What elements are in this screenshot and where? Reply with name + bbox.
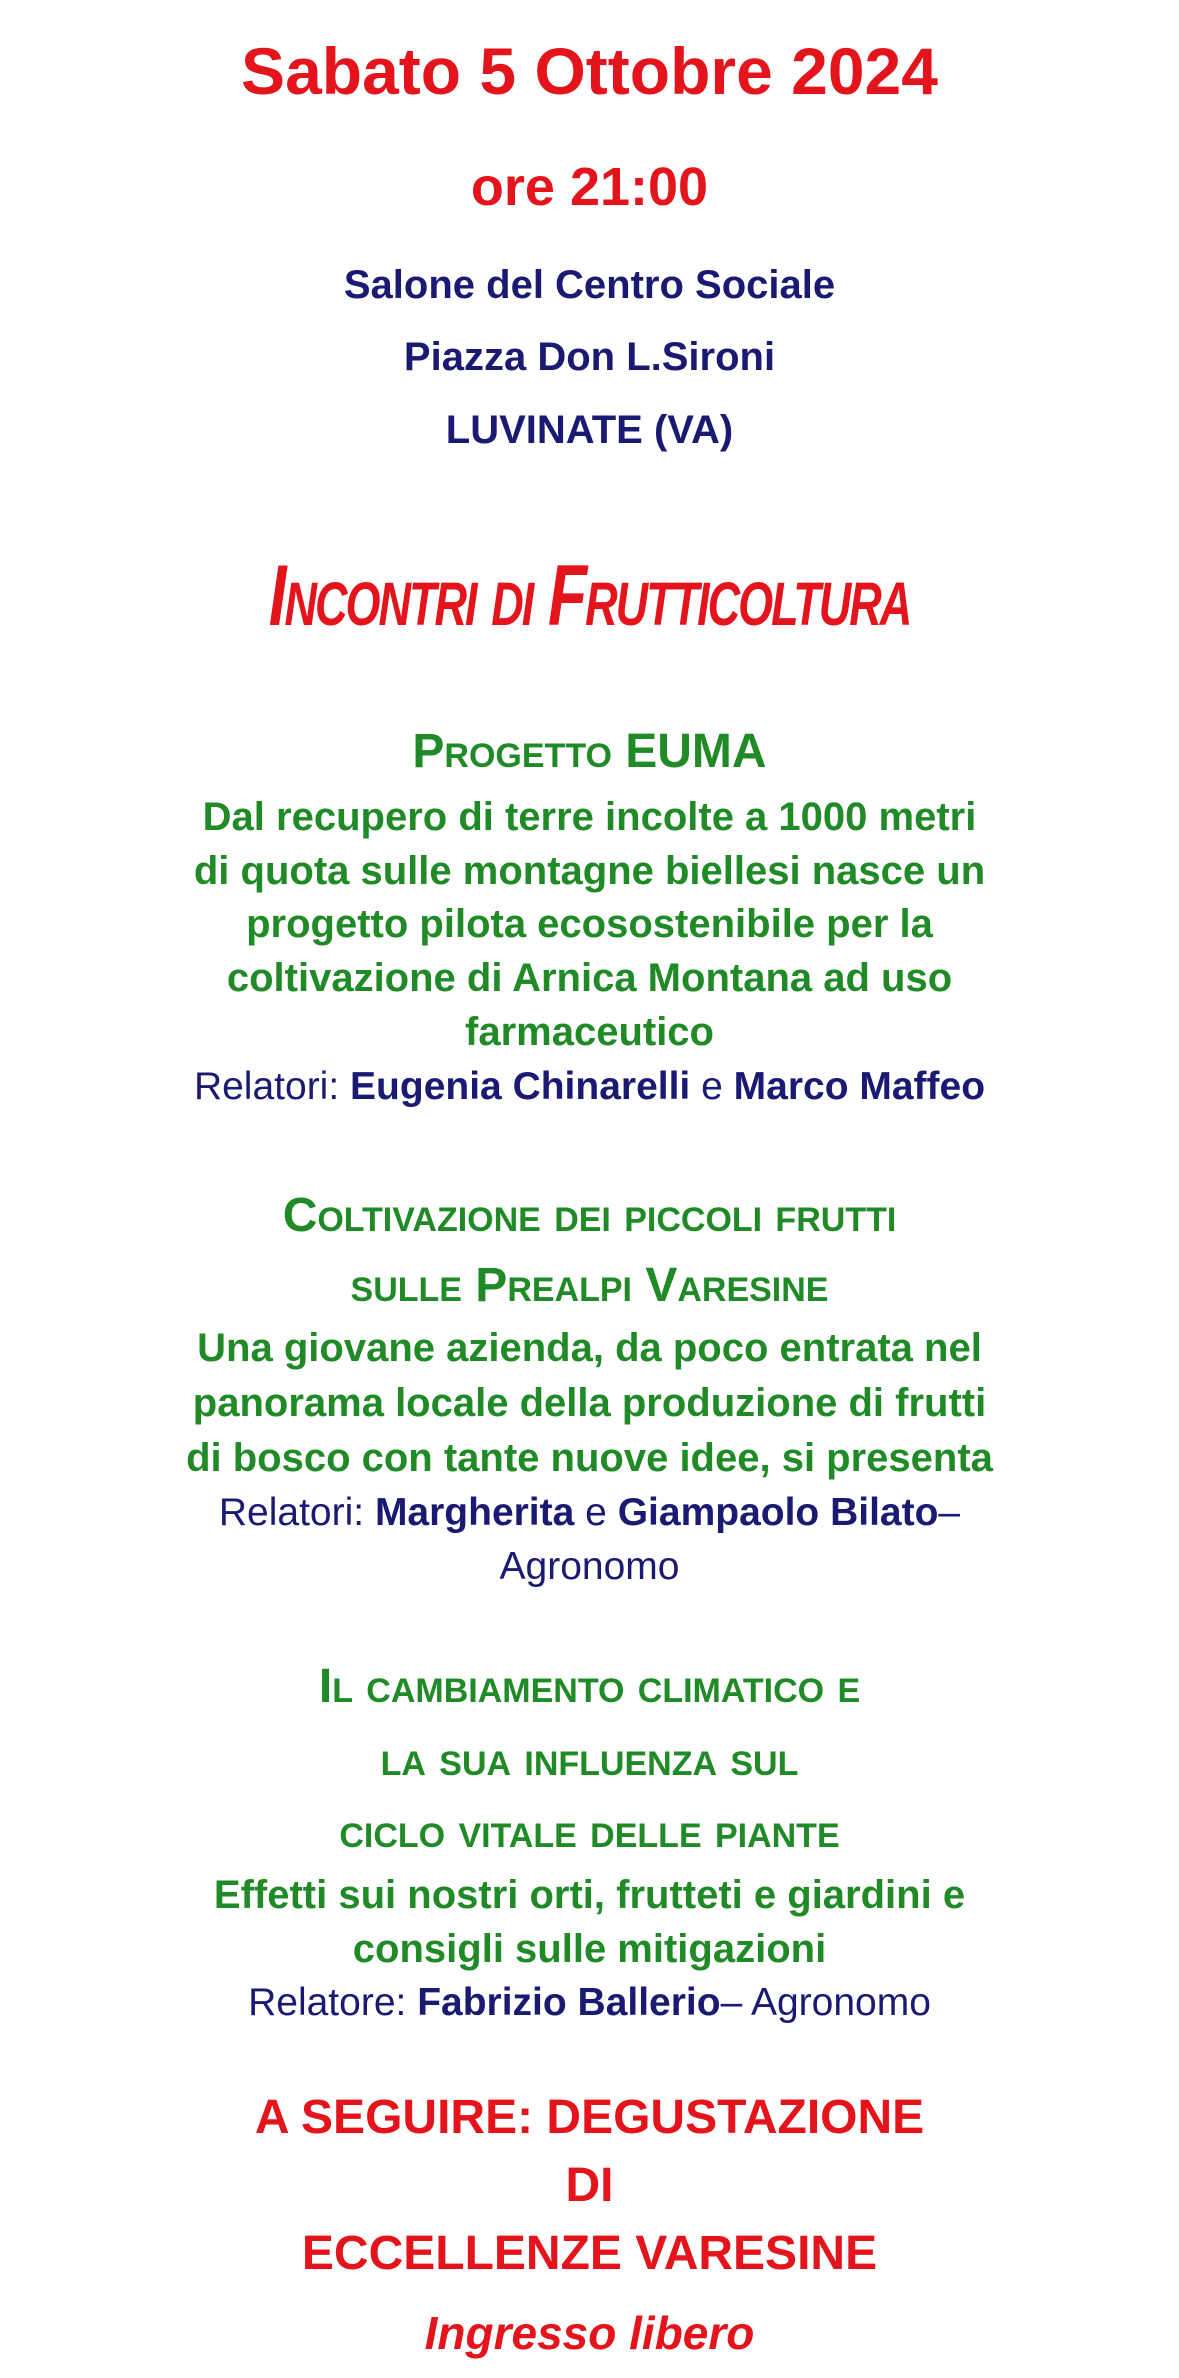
speakers-label: Relatore: — [248, 1981, 407, 2024]
speaker-name: Margherita — [374, 1491, 575, 1534]
talk3-title-line: Il cambiamento climatico e — [318, 1660, 861, 1713]
tasting-announcement-line: DI — [565, 2159, 614, 2212]
speaker-conjunction: e — [585, 1491, 607, 1534]
talk3-title-line: ciclo vitale delle piante — [339, 1805, 840, 1858]
event-time: ore 21:00 — [470, 157, 709, 217]
talk1-description-line: di quota sulle montagne biellesi nasce un — [193, 849, 986, 893]
tasting-announcement-line: A SEGUIRE: DEGUSTAZIONE — [254, 2091, 925, 2144]
speaker-name: Eugenia Chinarelli — [350, 1065, 691, 1108]
speaker-role: – Agronomo — [720, 1981, 931, 2024]
talk2-description-line: panorama locale della produzione di frutti — [192, 1381, 987, 1425]
role-dash: – — [938, 1491, 961, 1534]
talk1-title: Progetto EUMA — [412, 725, 767, 778]
venue-town: LUVINATE (VA) — [445, 408, 734, 452]
talk2-speaker-role: Agronomo — [499, 1545, 680, 1588]
speakers-label: Relatori: — [193, 1065, 340, 1108]
talk1-speakers — [0, 1067, 1179, 1106]
speaker-conjunction: e — [701, 1065, 723, 1108]
talk2-description-line: Una giovane azienda, da poco entrata nel — [197, 1326, 982, 1370]
talk1-description-line: Dal recupero di terre incolte a 1000 metri — [202, 795, 977, 839]
talk1-description-line: coltivazione di Arnica Montana ad uso — [226, 956, 953, 1000]
talk3-description-line: Effetti sui nostri orti, frutteti e giardini e — [213, 1873, 966, 1917]
talk2-title-line: Coltivazione dei piccoli frutti — [282, 1189, 897, 1242]
talk3-title-line: la sua influenza sul — [380, 1733, 799, 1786]
talk3-speakers — [0, 1983, 1179, 2022]
event-title: Incontri di Frutticoltura — [268, 546, 911, 644]
tasting-announcement-line: ECCELLENZE VARESINE — [301, 2227, 878, 2280]
speaker-name: Giampaolo Bilato — [617, 1491, 939, 1534]
talk3-description-line: consigli sulle mitigazioni — [352, 1927, 827, 1971]
venue-address: Piazza Don L.Sironi — [403, 335, 776, 379]
speaker-name: Fabrizio Ballerio — [417, 1981, 721, 2024]
talk1-description-line: progetto pilota ecosostenibile per la — [246, 902, 933, 946]
talk2-description-line: di bosco con tante nuove idee, si presenta — [186, 1436, 993, 1480]
event-date: Sabato 5 Ottobre 2024 — [241, 34, 938, 108]
speakers-label: Relatori: — [218, 1491, 365, 1534]
talk2-title-line: sulle Prealpi Varesine — [350, 1259, 829, 1312]
speaker-name: Marco Maffeo — [733, 1065, 986, 1108]
venue-name: Salone del Centro Sociale — [343, 263, 836, 307]
talk1-description-line: farmaceutico — [465, 1010, 714, 1054]
free-entry-note: Ingresso libero — [424, 2307, 755, 2359]
talk2-speakers — [0, 1493, 1179, 1532]
